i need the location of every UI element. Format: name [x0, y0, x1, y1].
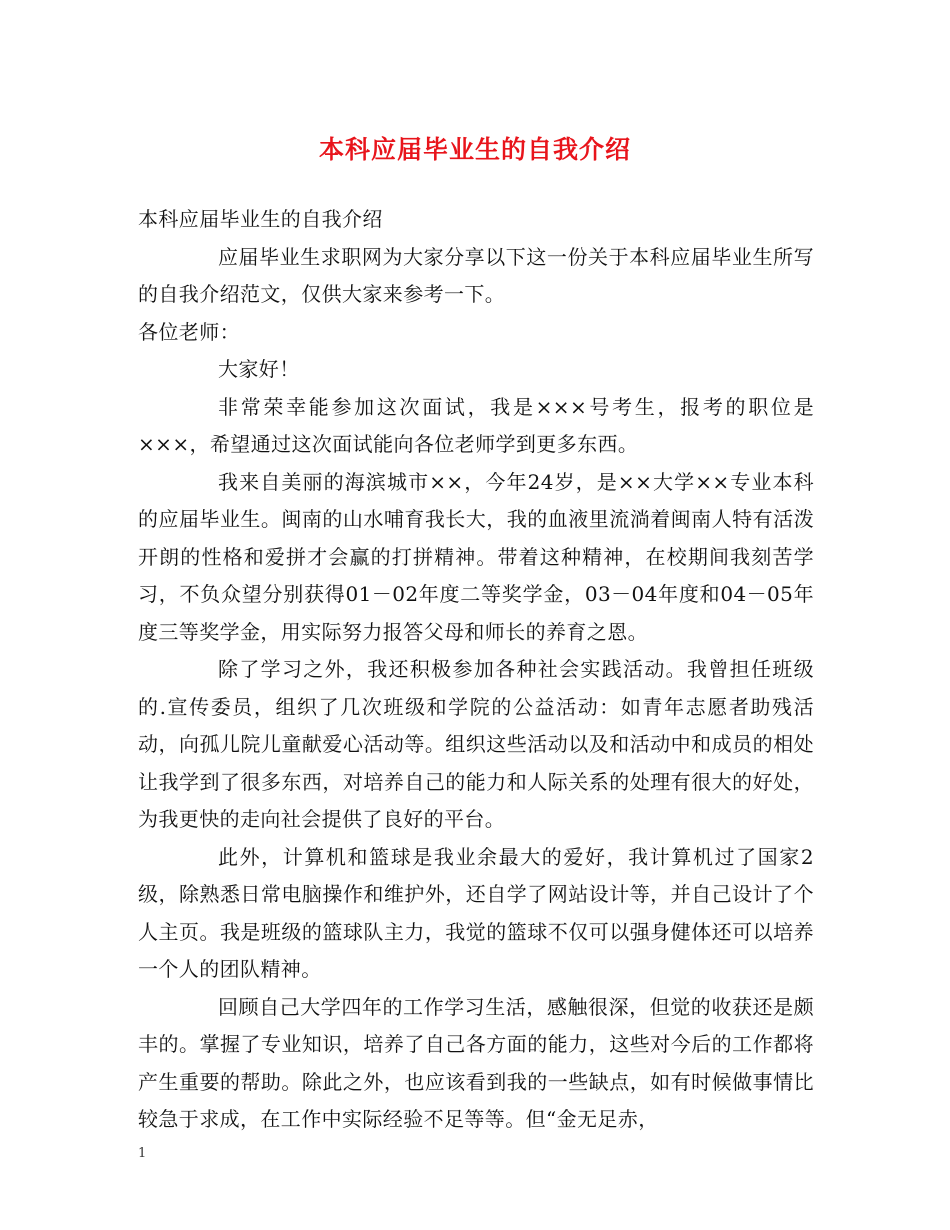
paragraph-hobbies: 此外，计算机和篮球是我业余最大的爱好，我计算机过了国家2级，除熟悉日常电脑操作和维护外，还自学了网站设计等，并自己设计了个人主页。我是班级的篮球队主力，我觉的篮球不仅可以强身健体还可以培养一个人的团队精神。: [138, 844, 814, 981]
paragraph-greeting: 大家好！: [218, 357, 300, 381]
page-number: 1: [138, 1146, 147, 1161]
paragraph-activities: 除了学习之外，我还积极参加各种社会实践活动。我曾担任班级的.宣传委员，组织了几次班级和学院的公益活动：如青年志愿者助残活动，向孤儿院儿童献爱心活动等。组织这些活动以及和活动中和成员的相处让我学到了很多东西，对培养自己的能力和人际关系的处理有很大的好处，为我更快的走向社会提供了良好的平台。: [138, 657, 814, 831]
paragraph-intro: 应届毕业生求职网为大家分享以下这一份关于本科应届毕业生所写的自我介绍范文，仅供大家来参考一下。: [138, 244, 814, 306]
paragraph-interview: 非常荣幸能参加这次面试，我是×××号考生，报考的职位是×××，希望通过这次面试能向各位老师学到更多东西。: [138, 394, 814, 456]
paragraph-salutation: 各位老师：: [138, 319, 240, 344]
paragraph-heading: 本科应届毕业生的自我介绍: [138, 207, 383, 231]
paragraph-background: 我来自美丽的海滨城市××，今年24岁，是××大学××专业本科的应届毕业生。闽南的山水哺育我长大，我的血液里流淌着闽南人特有活泼开朗的性格和爱拼才会赢的打拼精神。带着这种精神，在校期间我刻苦学习，不负众望分别获得01－02年度二等奖学金，03－04年度和04－05年度三等奖学金，用实际努力报答父母和师长的养育之恩。: [138, 469, 814, 644]
paragraph-reflection: 回顾自己大学四年的工作学习生活，感触很深，但觉的收获还是颇丰的。掌握了专业知识，培养了自己各方面的能力，这些对今后的工作都将产生重要的帮助。除此之外，也应该看到我的一些缺点，如有时候做事情比较急于求成，在工作中实际经验不足等等。但“金无足赤，: [138, 994, 814, 1131]
document-title: 本科应届毕业生的自我介绍: [318, 135, 631, 164]
document-body: [138, 201, 814, 1139]
